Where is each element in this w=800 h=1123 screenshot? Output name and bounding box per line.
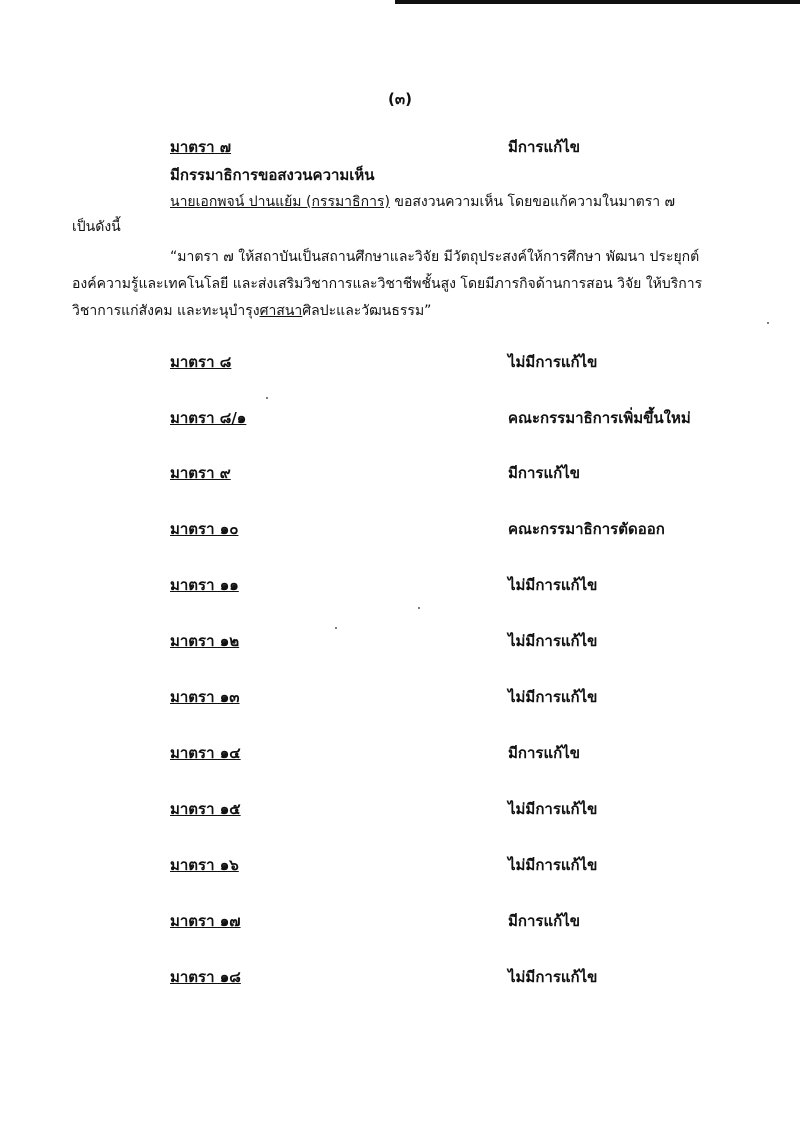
section-status: ไม่มีการแก้ไข <box>508 353 598 371</box>
section-row <box>0 517 800 543</box>
section-label: มาตรา ๙ <box>170 464 231 482</box>
section-status: มีการแก้ไข <box>508 464 580 482</box>
quote-line-3-start: วิชาการแก่สังคม และทะนุบำรุง <box>72 303 260 319</box>
section-status: ไม่มีการแก้ไข <box>508 632 598 650</box>
section-status: มีการแก้ไข <box>508 744 580 762</box>
section-label: มาตรา ๑๔ <box>170 744 241 762</box>
quote-line-2: องค์ความรู้และเทคโนโลยี และส่งเสริมวิชาการและวิชาชีพชั้นสูง โดยมีภารกิจด้านการสอน วิจัย ให้บริการ <box>72 276 703 292</box>
page-number: (๓) <box>388 90 412 108</box>
section-status: ไม่มีการแก้ไข <box>508 576 598 594</box>
reservation-subheading: มีกรรมาธิการขอสงวนความเห็น <box>170 166 375 184</box>
section-7-label: มาตรา ๗ <box>170 138 232 156</box>
section-row <box>0 685 800 711</box>
section-row <box>0 406 800 432</box>
section-row <box>0 573 800 599</box>
section-label: มาตรา ๑๐ <box>170 520 239 538</box>
section-label: มาตรา ๘/๑ <box>170 409 247 427</box>
section-7-status: มีการแก้ไข <box>508 138 580 156</box>
reservation-line-1 <box>170 191 675 213</box>
section-label: มาตรา ๑๘ <box>170 968 241 986</box>
scan-speck <box>335 627 337 629</box>
section-row <box>0 629 800 655</box>
section-status: ไม่มีการแก้ไข <box>508 856 598 874</box>
section-label: มาตรา ๑๗ <box>170 912 241 930</box>
section-label: มาตรา ๑๑ <box>170 576 239 594</box>
reservation-text: ขอสงวนความเห็น โดยขอแก้ความในมาตรา ๗ <box>389 194 676 210</box>
section-row <box>0 350 800 376</box>
section-label: มาตรา ๑๒ <box>170 632 240 650</box>
quote-line-3 <box>72 300 431 322</box>
section-row <box>0 797 800 823</box>
section-status: มีการแก้ไข <box>508 912 580 930</box>
section-status: ไม่มีการแก้ไข <box>508 800 598 818</box>
scan-speck <box>418 607 420 609</box>
top-border-line <box>395 0 800 4</box>
section-status: ไม่มีการแก้ไข <box>508 968 598 986</box>
section-status: คณะกรรมาธิการเพิ่มขึ้นใหม่ <box>508 409 691 427</box>
quote-underlined-word: ศาสนา <box>259 303 303 319</box>
section-row <box>0 741 800 767</box>
quote-line-3-end: ศิลปะและวัฒนธรรม” <box>302 303 432 319</box>
section-label: มาตรา ๑๖ <box>170 856 239 874</box>
section-label: มาตรา ๘ <box>170 353 232 371</box>
section-row <box>0 965 800 991</box>
section-row <box>0 853 800 879</box>
section-status: ไม่มีการแก้ไข <box>508 688 598 706</box>
scan-speck <box>767 322 769 324</box>
reservation-line-2: เป็นดังนี้ <box>72 219 121 235</box>
section-row <box>0 909 800 935</box>
section-row <box>0 461 800 487</box>
section-status: คณะกรรมาธิการตัดออก <box>508 520 665 538</box>
section-label: มาตรา ๑๕ <box>170 800 241 818</box>
committee-member-name: นายเอกพจน์ ปานแย้ม (กรรมาธิการ) <box>170 194 390 210</box>
section-label: มาตรา ๑๓ <box>170 688 240 706</box>
quote-line-1: “มาตรา ๗ ให้สถาบันเป็นสถานศึกษาและวิจัย มีวัตถุประสงค์ให้การศึกษา พัฒนา ประยุกต์ <box>170 249 700 265</box>
scan-speck <box>266 397 268 399</box>
